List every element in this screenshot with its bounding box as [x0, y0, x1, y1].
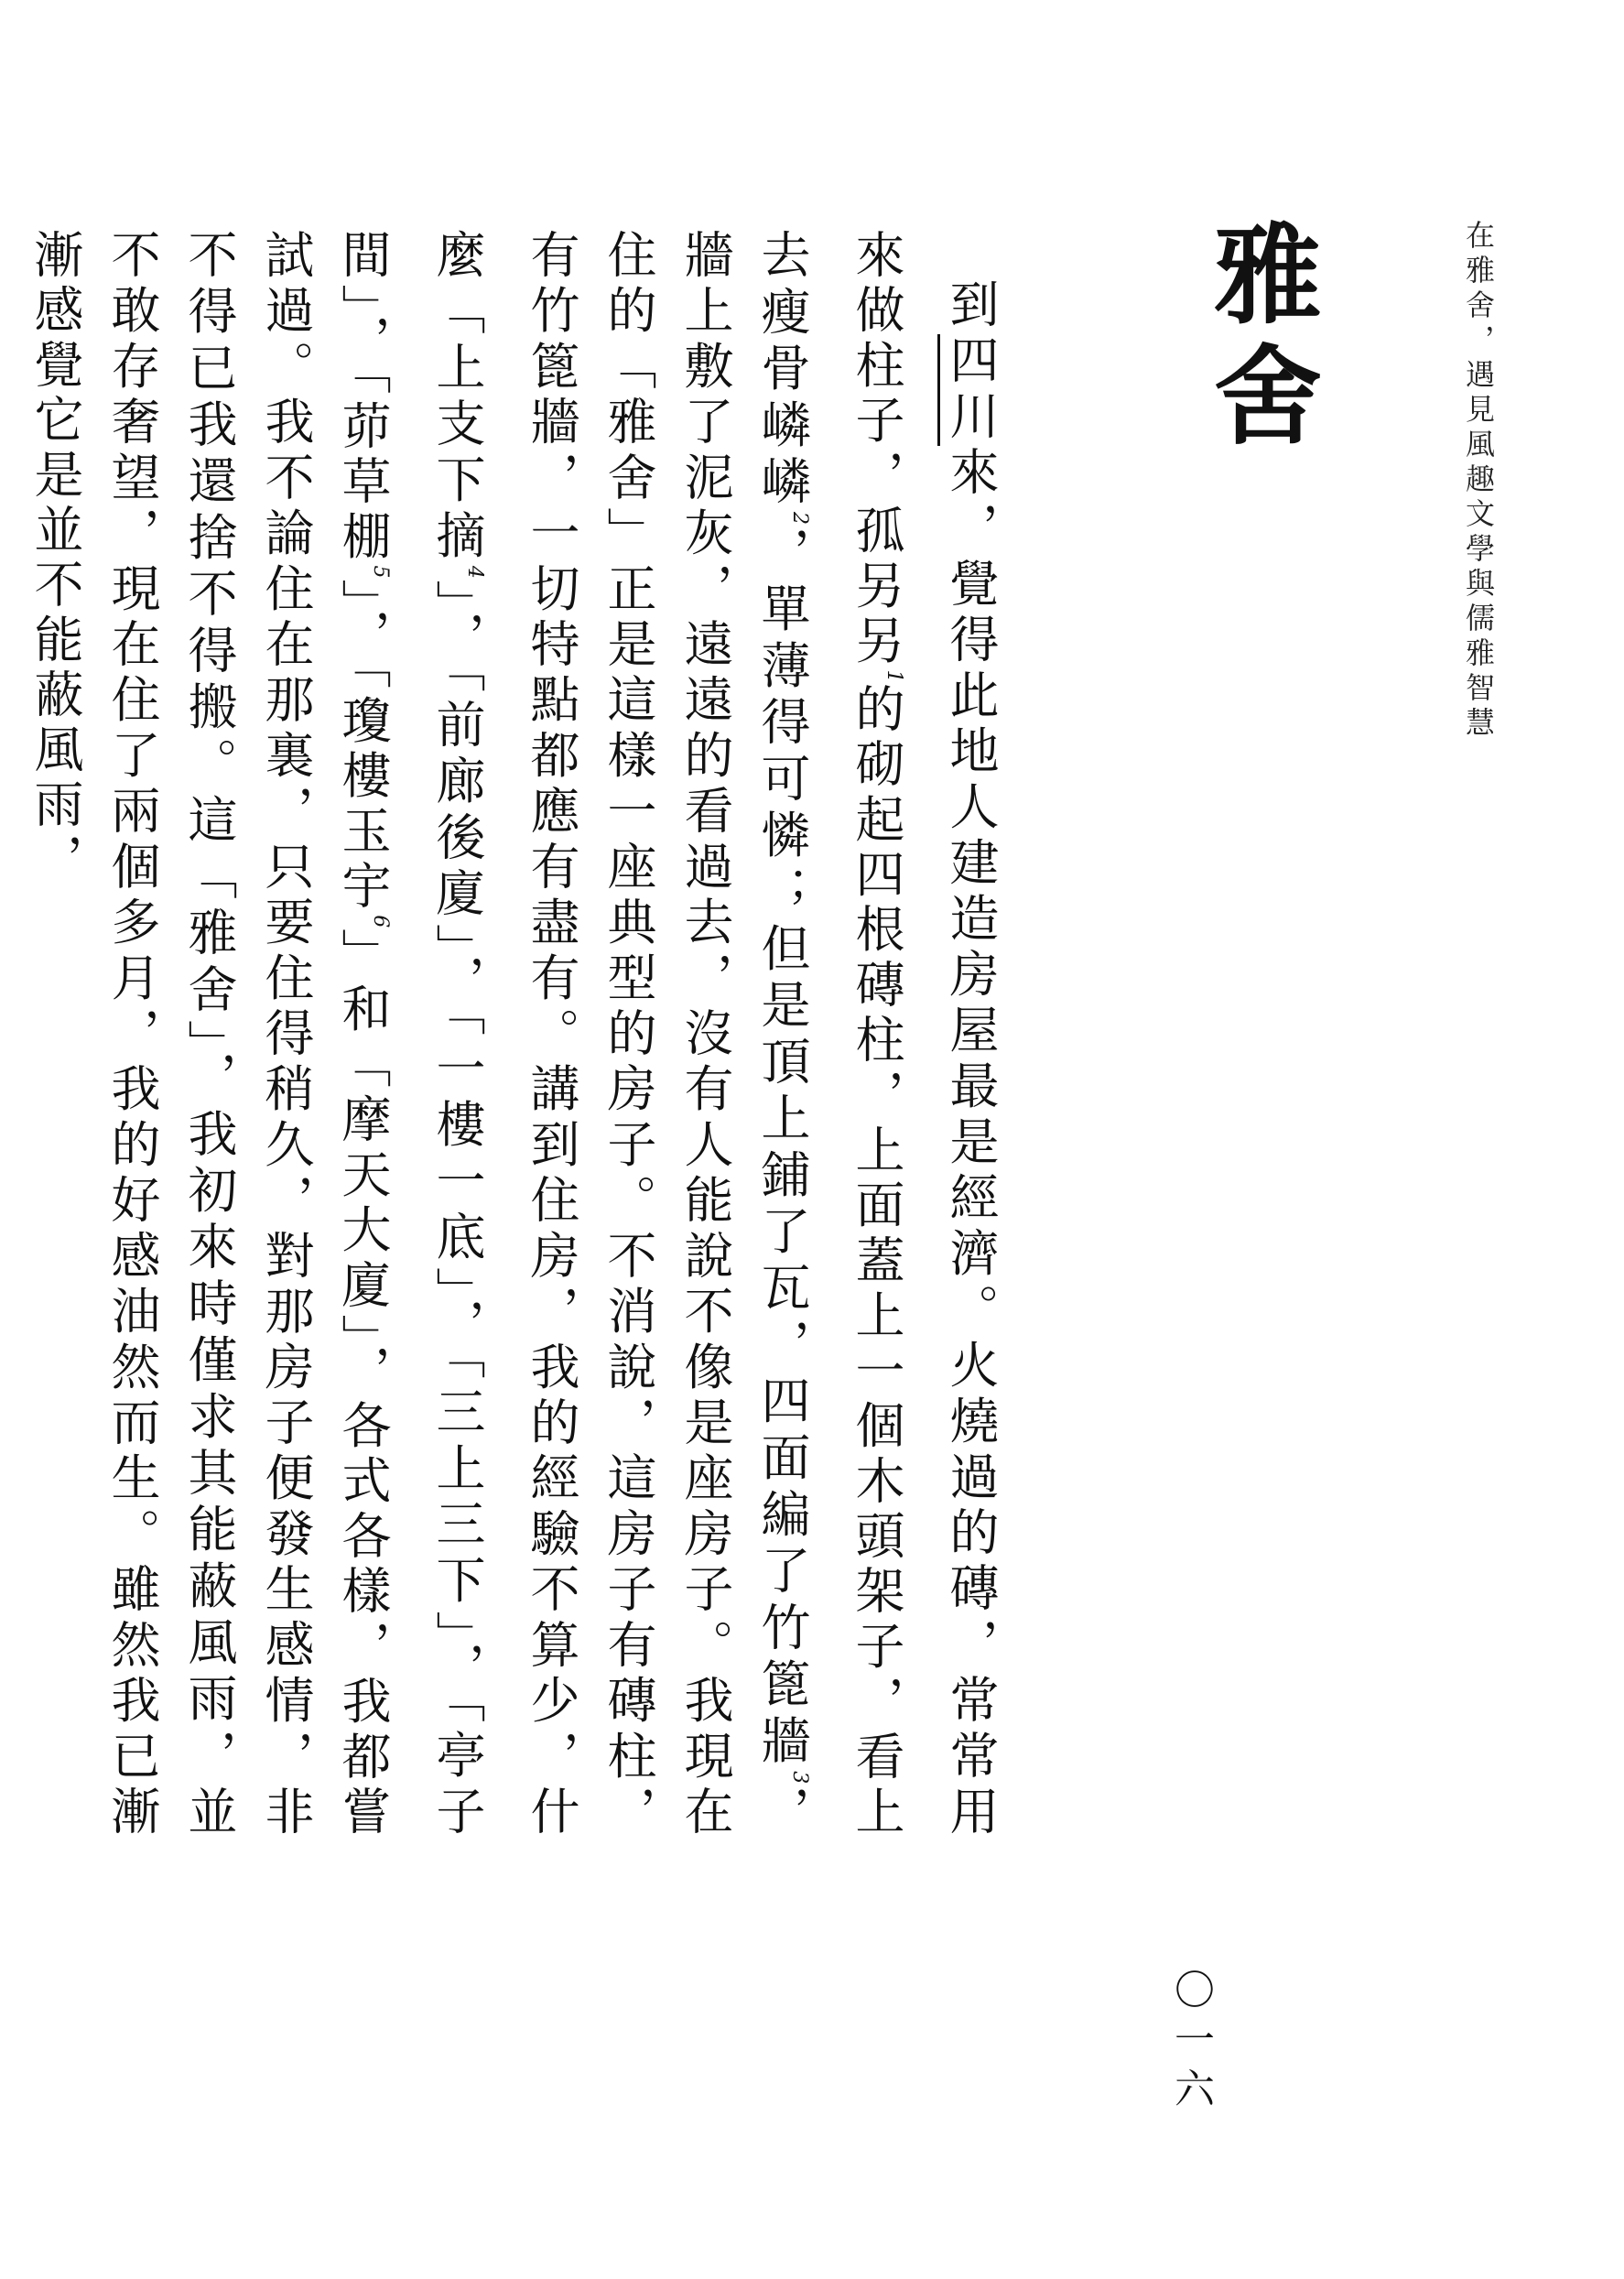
footnote-marker-4: 4 — [463, 565, 486, 579]
place-name-sichuan: 四川 — [937, 334, 1000, 446]
page-number: 〇一六 — [1167, 1969, 1214, 2117]
chapter-title: 雅舍 — [1196, 218, 1323, 460]
footnote-marker-1: 1 — [882, 669, 905, 683]
footnote-marker-5: 5 — [369, 565, 392, 579]
text-segment: 的砌起四根磚柱，上面蓋上一個木頭架子，看上去瘦骨嶙嶙 — [753, 229, 905, 1841]
text-segment: 來，覺得此地人建造房屋最是經濟。火燒過的磚，常常用來做柱子，孤另另 — [848, 229, 1000, 1841]
footnote-marker-2: 2 — [788, 511, 811, 525]
text-segment: 」，「前廊後廈」，「一樓一底」，「三上三下」，「亭子間」，「茆草棚 — [334, 229, 486, 1840]
text-segment: ，單薄得可憐；但是頂上鋪了瓦，四面編了竹篦牆 — [753, 524, 811, 1772]
body-text — [16, 229, 1009, 1840]
footnote-marker-6: 6 — [369, 915, 392, 928]
footnote-marker-3: 3 — [788, 1771, 811, 1785]
text-segment: 到 — [942, 278, 1000, 334]
running-head: 在雅舍，遇見風趣文學與儒雅智慧 — [1461, 220, 1496, 742]
text-segment: 」和「摩天大廈」，各式各樣，我都嘗試過。我不論住在那裏，只要住得稍久，對那房子便發生感情，非不得已我還捨不得搬。這「雅舍」，我初來時僅求其能蔽風雨，並不敢存奢望，現在住了兩個多月，我的好感油然而生。雖然我已漸漸感覺它是並不能蔽風雨， — [27, 229, 392, 1840]
paragraph — [16, 229, 1009, 1840]
text-segment: 」，「瓊樓玉宇 — [334, 578, 392, 916]
text-segment: ，牆上敷了泥灰，遠遠的看過去，沒有人能說不像是座房子。我現在住的「雅舍」正是這樣一座典型的房子。不消說，這房子有磚柱，有竹篦牆，一切特點都應有盡有。講到住房，我的經驗不算少，什麼「上支下摘 — [428, 229, 811, 1841]
